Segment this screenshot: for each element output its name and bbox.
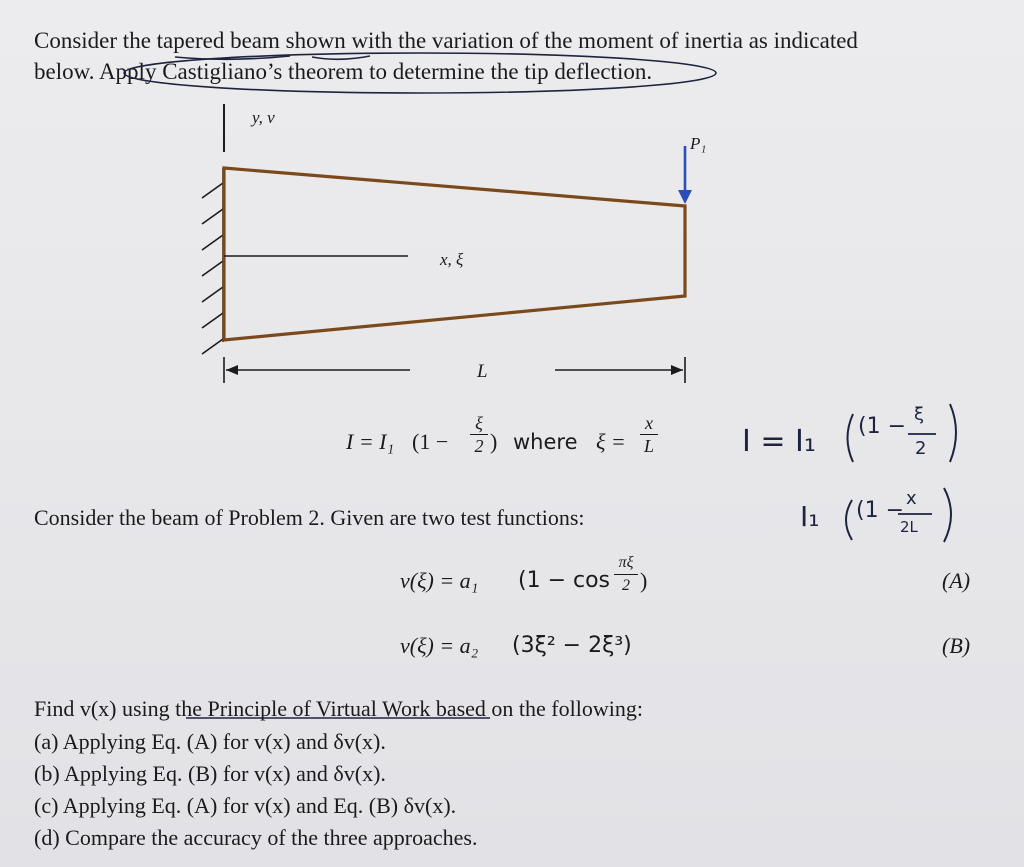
axis-y-label: y, v [252, 108, 275, 127]
hand-line1-den: 2 [915, 438, 927, 459]
hand-line1-lhs: I = I₁ [742, 424, 816, 459]
dimension-arrow-right [671, 365, 683, 375]
load-label: P₁ [690, 134, 707, 153]
hand-line2-paren: (1 − [856, 498, 905, 523]
inertia-fraction [470, 413, 488, 456]
hand-paren-close-1 [950, 404, 956, 462]
inertia-xi-bar [640, 434, 658, 435]
problem2-text: Consider the beam of Problem 2. Given are two test functions: [34, 505, 585, 530]
task-item-a: (a) Applying Eq. (A) for v(x) and δv(x). [34, 729, 386, 754]
inertia-xi-den: L [643, 436, 654, 456]
hand-paren-open-2 [846, 500, 852, 540]
load-arrow-head [678, 190, 692, 204]
inertia-xi-num: x [645, 413, 653, 433]
eqA-lhs: v(ξ) = a₁ [400, 568, 479, 593]
intro-line-1: Consider the tapered beam shown with the variation of the moment of inertia as indicated [34, 28, 858, 53]
hand-line1-paren: (1 − [858, 414, 907, 439]
inertia-xi-eq: ξ = [596, 429, 626, 454]
inertia-frac-num: ξ [475, 413, 483, 433]
inertia-lhs: I = I₁ [346, 429, 395, 454]
task-item-b: (b) Applying Eq. (B) for v(x) and δv(x). [34, 761, 386, 786]
eqA-close: ) [640, 568, 648, 593]
task-item-c: (c) Applying Eq. (A) for v(x) and Eq. (B) δv(x). [34, 793, 457, 818]
tasks-intro: Find v(x) using the Principle of Virtual Work based on the following: [34, 696, 643, 721]
hand-line1-num: ξ [914, 404, 925, 425]
eqB-body: (3ξ² − 2ξ³) [512, 633, 632, 658]
eqA-tag: (A) [942, 568, 971, 593]
dimension-arrow-left [226, 365, 238, 375]
hand-paren-close-2 [944, 488, 951, 542]
eqB-lhs: v(ξ) = a₂ [400, 633, 479, 658]
eqA-frac-den: 2 [622, 577, 630, 594]
hand-paren-open-1 [848, 414, 854, 462]
pen-circle [124, 53, 716, 93]
inertia-paren-open: (1 − [412, 429, 449, 454]
eqA-frac-bar [614, 574, 638, 575]
inertia-frac-bar [470, 434, 488, 435]
axis-x-label: x, ξ [440, 250, 464, 269]
eqA-frac-num: πξ [618, 554, 634, 571]
hand-line2-num: x [906, 488, 917, 509]
support-hatching [202, 183, 223, 354]
task-item-d: (d) Compare the accuracy of the three approaches. [34, 825, 478, 850]
eqA-body: (1 − cos [518, 568, 611, 593]
length-label: L [477, 361, 488, 382]
inertia-paren-close: ) [490, 429, 498, 454]
inertia-xi-fraction [640, 413, 658, 456]
inertia-where: where [513, 430, 578, 454]
intro-line-2: below. Apply Castigliano’s theorem to determine the tip deflection. [34, 59, 653, 84]
inertia-frac-den: 2 [474, 436, 484, 456]
eqB-tag: (B) [942, 633, 971, 658]
hand-line2-den: 2L [900, 518, 918, 536]
eqA-fraction [614, 553, 638, 596]
hand-line2-lhs: I₁ [800, 500, 820, 533]
